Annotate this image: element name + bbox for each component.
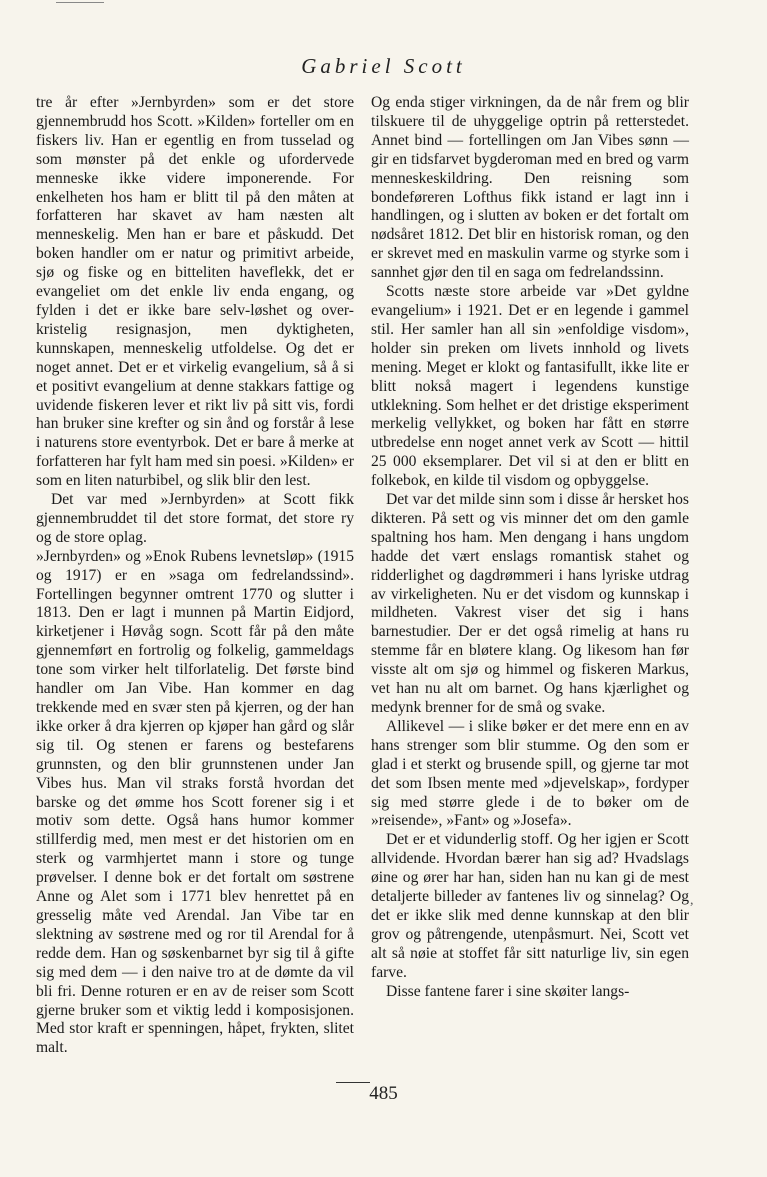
paragraph: tre år efter »Jernbyrden» som er det store gjennembrudd hos Scott. »Kilden» forteller om en fiskers liv. Han er egentlig en from tusselad og som mønster på det enkle og ufordervede menneske ikke videre imponerende. For enkelheten hos ham er blitt til på den måten at forfatteren har skavet av ham næsten alt menneskelig. Men han er bare et påskudd. Det boken handler om er natur og primitivt arbeide, sjø og fiske og en bitteliten haveflekk, det er evangeliet om det enkle liv enda engang, og fylden i det er ikke bare selv-løshet og over-kristelig resignasjon, men dyktigheten, kunnskapen, menneskelig utfoldelse. Og det er noget annet. Det er et virkelig evangelium, så å si et positivt evangelium at denne stakkars fattige og uvidende fiskeren lever et rikt liv på sitt vis, fordi han bruker sine krefter og sin ånd og forstår å lese i naturens store eventyrbok. Det er bare å merke at forfatteren har fylt ham med sin poesi. »Kilden» er som en liten naturbibel, og slik blir den lest.	[36, 94, 354, 490]
paragraph: Allikevel — i slike bøker er det mere enn en av hans strenger som blir stumme. Og den som er glad i et sterkt og brusende spill, og gjerne tar mot det som Ibsen mente med »djevelskap», fordyper sig med større glede i de to bøker om de »reisende», »Fant» og »Josefa».	[371, 717, 689, 830]
right-column	[371, 94, 689, 1002]
left-column	[36, 94, 354, 1058]
running-header: Gabriel Scott	[301, 54, 466, 78]
page-number: 485	[369, 1083, 398, 1104]
stray-mark: ,	[690, 893, 694, 908]
paragraph: Disse fantene farer i sine skøiter langs-	[386, 982, 630, 1000]
paragraph: Og enda stiger virkningen, da de når frem og blir tilskuere til de uhyggelige optrin på retterstedet. Annet bind — fortellingen om Jan Vibes sønn — gir en tidsfarvet bygderoman med en bred og varm menneskeskildring. Den reisning som bondeføreren Lofthus fikk istand er lagt inn i handlingen, og i slutten av boken er det fortalt om nødsåret 1812. Det blir en historisk roman, og den er skrevet med en maskulin varme og styrke som i sannhet gjør den til en saga om fedrelandssinn.	[371, 94, 689, 282]
top-edge-rule	[56, 2, 104, 3]
paragraph: Det er et vidunderlig stoff. Og her igjen er Scott allvidende. Hvordan bærer han sig ad? Hvadslags øine og ører har han, siden han nu kan gi de mest detaljerte billeder av fantenes liv og sinnelag? Og det er ikke slik med denne kunnskap at den blir grov og påtrengende, utenpåsmurt. Nei, Scott vet alt så nøie at stoffet får sitt naturlige liv, sin egen farve.	[371, 831, 689, 981]
paragraph: Det var med »Jernbyrden» at Scott fikk gjennembruddet til det store format, det store ry og de store oplag.	[36, 491, 354, 546]
paragraph: Det var det milde sinn som i disse år hersket hos dikteren. På sett og vis minner det om den gamle spaltning hos ham. Men dengang i hans ungdom hadde det vært enslags romantisk stahet og ridderlighet og dagdrømmeri i hans lyriske utdrag av virkeligheten. Nu er det visdom og kunnskap i mildheten. Vakrest viser det sig i hans barnestudier. Der er det også rimelig at hans ru stemme får en bløtere klang. Og likesom han før visste alt om sjø og himmel og fiskeren Markus, vet han nu alt om barnet. Og hans kjærlighet og medynk brenner for de små og svake.	[371, 491, 689, 716]
paragraph: Scotts næste store arbeide var »Det gyldne evangelium» i 1921. Det er en legende i gammel stil. Her samler han all sin »enfoldige visdom», holder sin preken om livets innhold og livets mening. Meget er klokt og fantasifullt, ikke lite er blitt nokså magert i legendens kunstige utklekning. Som helhet er det dristige eksperiment merkelig vellykket, og boken har fått en større utbredelse enn noget annet verk av Scott — hittil 25 000 eksemplarer. Det vil si at den er blitt en folkebok, en kilde til visdom og opbyggelse.	[371, 283, 689, 490]
paragraph: »Jernbyrden» og »Enok Rubens levnetsløp» (1915 og 1917) er en »saga om fedrelandssind». Fortellingen begynner omtrent 1770 og slutter i 1813. Den er lagt i munnen på Martin Eidjord, kirketjener i Høvåg sogn. Scott får på den måte gjennemført en fortrolig og folkelig, gammeldags tone som virker helt tilforlatelig. Det første bind handler om Jan Vibe. Han kommer en dag trekkende med en svær sten på kjerren, og der han ikke orker å dra kjerren op kjøper han gård og slår sig til. Og stenen er farens og bestefarens grunnsten, og den blir grunnstenen under Jan Vibes hus. Man vil straks forstå hvordan det barske og det ømme hos Scott forener sig i et motiv som dette. Også hans humor kommer stillferdig med, men mest er det historien om en sterk og varmhjertet mann i store og tunge prøvelser. I denne bok er det fortalt om søstrene Anne og Alet som i 1771 blev henrettet på en gresselig måte ved Arendal. Jan Vibe tar en slektning av søstrene med og ror til Arendal for å redde dem. Han og søskenbarnet byr sig til å gifte sig med dem — i den naive tro at de dømte da vil bli fri. Denne roturen er en av de reiser som Scott gjerne bruker som et viktig ledd i komposisjonen. Med stor kraft er spenningen, håpet, frykten, slitet malt.	[36, 547, 354, 1057]
